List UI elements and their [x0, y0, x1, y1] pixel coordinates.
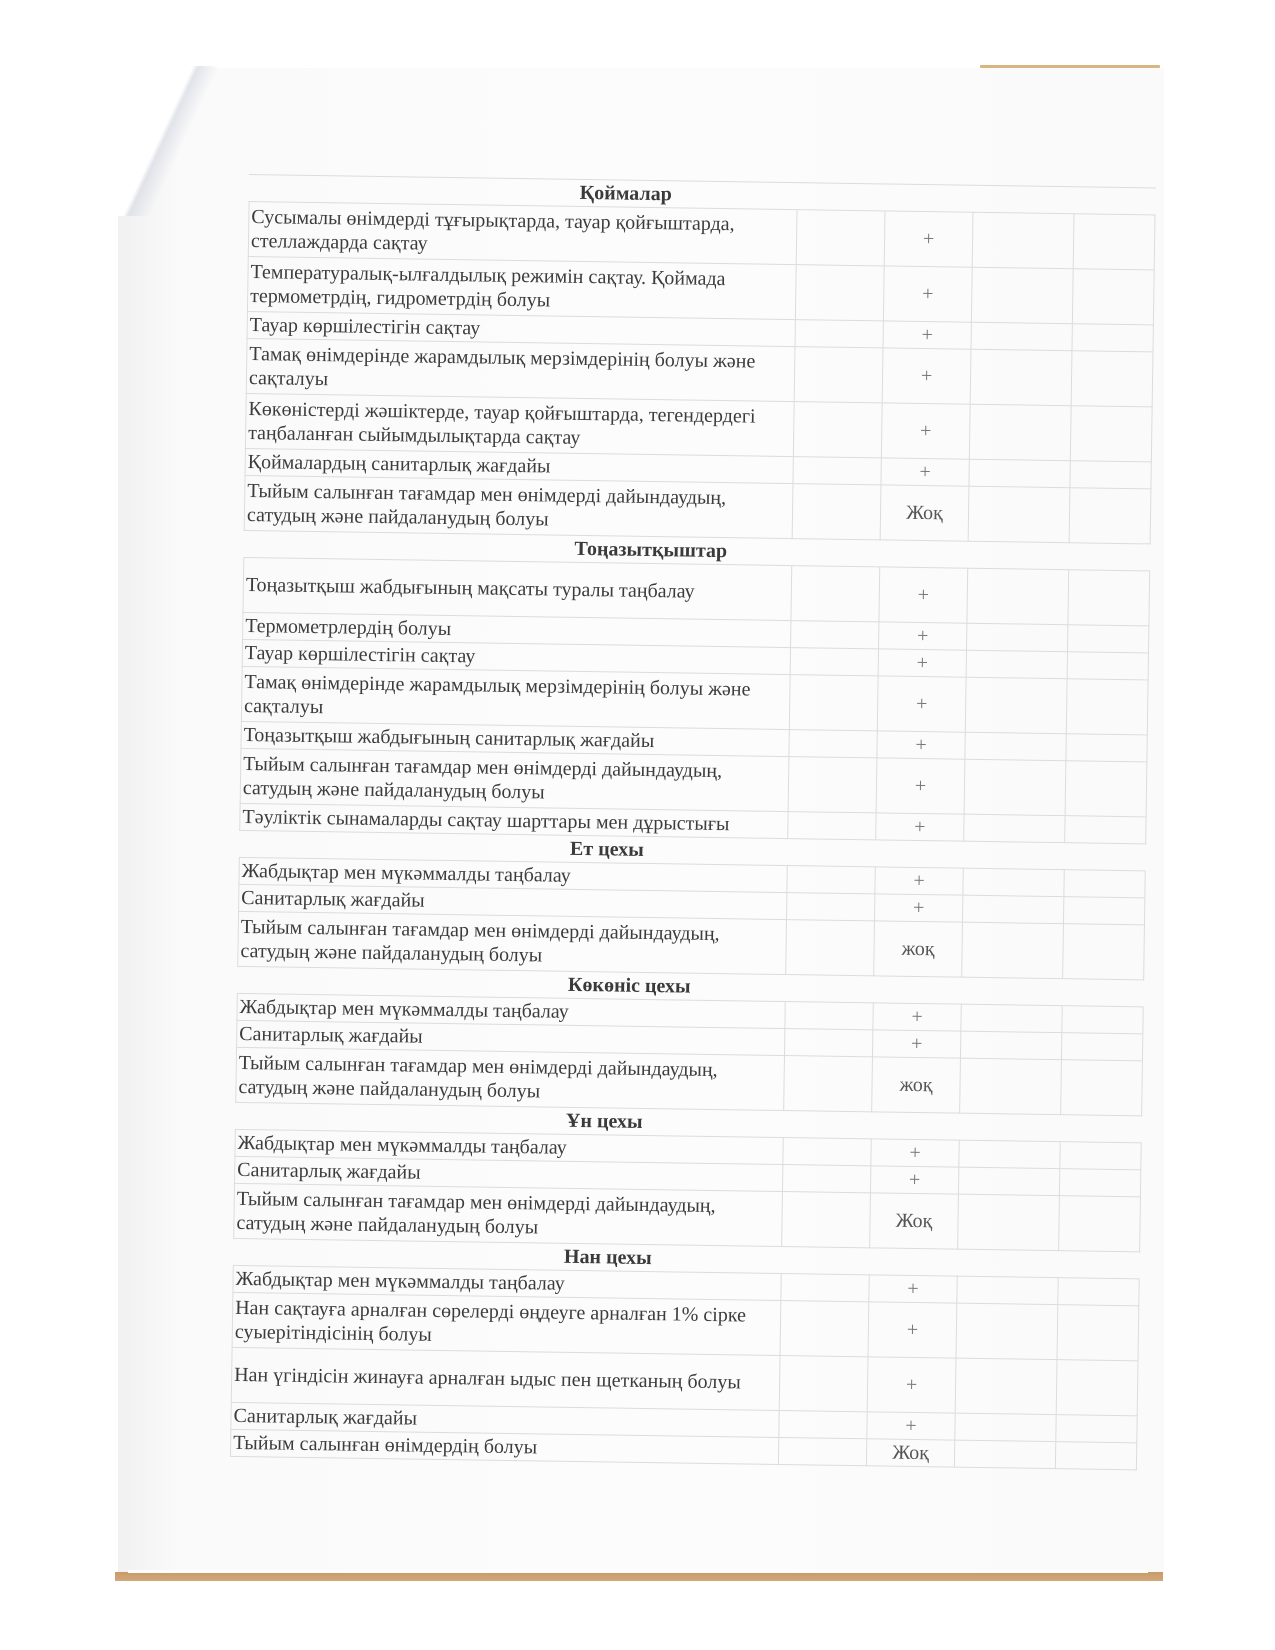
empty-cell — [971, 267, 1073, 323]
empty-cell — [786, 920, 875, 976]
empty-cell — [1056, 1360, 1138, 1416]
empty-cell — [967, 623, 1068, 651]
empty-cell — [787, 866, 875, 894]
empty-cell — [1069, 488, 1151, 544]
requirement-text: Тауар көршілестігін сақтау — [242, 639, 790, 674]
requirement-text: Көкөністерді жәшіктерде, тауар қойғыштарда, тегендердегі таңбаланған сыйымдылықтарда сақтау — [245, 393, 794, 456]
compliance-mark: + — [876, 813, 964, 841]
compliance-mark: + — [883, 321, 971, 349]
empty-cell — [1072, 324, 1153, 352]
requirement-text: Қоймалардың санитарлық жағдайы — [245, 448, 793, 483]
requirement-text: Сусымалы өнімдерді тұғырықтарда, тауар қойғыштарда, стеллаждарда сақтау — [248, 202, 797, 265]
empty-cell — [1062, 1006, 1143, 1034]
compliance-mark: + — [881, 403, 970, 459]
empty-cell — [791, 566, 880, 622]
compliance-mark: Жоқ — [870, 1193, 959, 1249]
empty-cell — [1064, 870, 1145, 898]
empty-cell — [969, 404, 1071, 460]
empty-cell — [1070, 461, 1151, 489]
compliance-mark: Жоқ — [880, 485, 969, 541]
compliance-mark: + — [875, 867, 963, 895]
empty-cell — [1067, 652, 1148, 680]
empty-cell — [782, 1192, 871, 1248]
empty-cell — [1056, 1415, 1137, 1443]
empty-cell — [790, 648, 878, 676]
empty-cell — [795, 320, 883, 348]
requirement-text: Жабдықтар мен мүкәммалды таңбалау — [237, 993, 785, 1028]
compliance-mark: + — [868, 1302, 957, 1358]
compliance-mark: + — [878, 649, 966, 677]
empty-cell — [793, 402, 882, 458]
empty-cell — [960, 1031, 1061, 1059]
requirement-text: Тыйым салынған тағамдар мен өнімдерді дайындаудың, сатудың және пайдаланудың болуы — [244, 475, 793, 538]
section-title: Көкөніс цехы — [567, 973, 691, 998]
empty-cell — [795, 265, 884, 321]
empty-cell — [959, 1140, 1060, 1168]
empty-cell — [792, 484, 881, 540]
compliance-mark: + — [882, 348, 971, 404]
empty-cell — [1071, 351, 1153, 407]
section-title: Қоймалар — [579, 181, 672, 206]
empty-cell — [782, 1165, 870, 1193]
requirement-text: Нан сақтауға арналған сөрелерді өңдеуге арналған 1% сірке суыерітіндісінің болуы — [232, 1292, 781, 1355]
folder-edge-top — [980, 65, 1160, 68]
compliance-mark: + — [879, 567, 968, 623]
requirement-text: Тыйым салынған тағамдар мен өнімдерді дайындаудың, сатудың және пайдаланудың болуы — [236, 1047, 785, 1110]
empty-cell — [788, 757, 877, 813]
empty-cell — [965, 732, 1066, 760]
empty-cell — [1060, 1142, 1141, 1170]
empty-cell — [957, 1276, 1058, 1304]
compliance-mark: + — [877, 731, 965, 759]
empty-cell — [969, 459, 1070, 487]
compliance-mark: + — [870, 1166, 958, 1194]
empty-cell — [967, 568, 1069, 624]
empty-cell — [783, 1138, 871, 1166]
empty-cell — [958, 1167, 1059, 1195]
empty-cell — [1061, 1033, 1142, 1061]
empty-cell — [963, 868, 1064, 896]
empty-cell — [971, 322, 1072, 350]
requirement-text: Нан үгіндісін жинауға арналған ыдыс пен щетканың болуы — [231, 1347, 780, 1410]
empty-cell — [1061, 1060, 1143, 1116]
compliance-mark: + — [867, 1412, 955, 1440]
empty-cell — [960, 1058, 1062, 1114]
requirement-text: Жабдықтар мен мүкәммалды таңбалау — [233, 1265, 781, 1300]
empty-cell — [972, 212, 1074, 268]
requirement-text: Тоңазытқыш жабдығының мақсаты туралы таңбалау — [243, 557, 792, 620]
requirement-text: Санитарлық жағдайы — [239, 884, 787, 919]
empty-cell — [964, 759, 1066, 815]
requirement-text: Тыйым салынған өнімдердің болуы — [230, 1429, 778, 1464]
requirement-text: Тамақ өнімдерінде жарамдылық мерзімдерінің болуы және сақталуы — [241, 666, 790, 729]
empty-cell — [961, 1004, 1062, 1032]
empty-cell — [793, 457, 881, 485]
compliance-mark: + — [871, 1139, 959, 1167]
empty-cell — [1065, 761, 1147, 817]
section-title: Ет цехы — [569, 837, 644, 861]
empty-cell — [1058, 1278, 1139, 1306]
requirement-text: Тәуліктік сынамаларды сақтау шарттары мен дұрыстығы — [240, 803, 788, 838]
compliance-mark: жоқ — [874, 921, 963, 977]
compliance-mark: + — [881, 458, 969, 486]
empty-cell — [1065, 816, 1146, 844]
empty-cell — [784, 1056, 873, 1112]
requirement-text: Температуралық-ылғалдылық режимін сақтау. Қоймада термометрдің, гидрометрдің болуы — [247, 256, 796, 319]
empty-cell — [784, 1029, 872, 1057]
empty-cell — [1063, 924, 1145, 980]
requirement-text: Тамақ өнімдерінде жарамдылық мерзімдерінің болуы және сақталуы — [246, 338, 795, 401]
requirement-text: Санитарлық жағдайы — [231, 1402, 779, 1437]
empty-cell — [788, 812, 876, 840]
section-title: Нан цехы — [563, 1245, 652, 1270]
compliance-mark: + — [874, 894, 962, 922]
empty-cell — [789, 730, 877, 758]
folder-edge-bottom — [115, 1572, 1163, 1581]
requirement-text: Тоңазытқыш жабдығының санитарлық жағдайы — [241, 721, 789, 756]
compliance-mark: + — [869, 1275, 957, 1303]
requirement-text: Тауар көршілестігін сақтау — [247, 311, 795, 346]
empty-cell — [962, 922, 1064, 978]
requirement-text: Жабдықтар мен мүкәммалды таңбалау — [239, 857, 787, 892]
empty-cell — [962, 895, 1063, 923]
empty-cell — [779, 1411, 867, 1439]
requirement-text: Санитарлық жағдайы — [235, 1156, 783, 1191]
empty-cell — [954, 1440, 1055, 1468]
empty-cell — [794, 347, 883, 403]
empty-cell — [1070, 406, 1152, 462]
empty-cell — [1059, 1169, 1140, 1197]
empty-cell — [966, 650, 1067, 678]
inspection-checklist — [230, 174, 1155, 1470]
section-title: Ұн цехы — [565, 1109, 643, 1133]
empty-cell — [791, 621, 879, 649]
empty-cell — [1063, 897, 1144, 925]
empty-cell — [786, 893, 874, 921]
empty-cell — [1073, 214, 1155, 270]
empty-cell — [964, 814, 1065, 842]
section-title: Тоңазытқыштар — [574, 537, 728, 563]
requirement-text: Тыйым салынған тағамдар мен өнімдерді дайындаудың, сатудың және пайдаланудың болуы — [238, 911, 787, 974]
empty-cell — [1066, 679, 1148, 735]
empty-cell — [785, 1002, 873, 1030]
compliance-mark: + — [872, 1030, 960, 1058]
requirement-text: Санитарлық жағдайы — [237, 1020, 785, 1055]
empty-cell — [955, 1413, 1056, 1441]
compliance-mark: + — [873, 1003, 961, 1031]
compliance-mark: + — [877, 676, 966, 732]
compliance-mark: Жоқ — [866, 1439, 954, 1467]
compliance-mark: + — [883, 266, 972, 322]
empty-cell — [780, 1301, 869, 1357]
empty-cell — [1066, 734, 1147, 762]
empty-cell — [1059, 1196, 1141, 1252]
page-corner-fold — [112, 66, 222, 216]
empty-cell — [968, 486, 1070, 542]
requirement-text: Тыйым салынған тағамдар мен өнімдерді дайындаудың, сатудың және пайдаланудың болуы — [240, 748, 789, 811]
paper-bottom-edge — [128, 1570, 1148, 1573]
compliance-mark: + — [867, 1357, 956, 1413]
empty-cell — [955, 1358, 1057, 1414]
compliance-mark: жоқ — [872, 1057, 961, 1113]
compliance-mark: + — [879, 622, 967, 650]
compliance-mark: + — [884, 211, 973, 267]
empty-cell — [970, 349, 1072, 405]
empty-cell — [778, 1437, 866, 1465]
empty-cell — [956, 1303, 1058, 1359]
empty-cell — [1068, 570, 1150, 626]
requirement-text: Термометрлердің болуы — [243, 612, 791, 647]
empty-cell — [965, 677, 1067, 733]
empty-cell — [1055, 1442, 1136, 1470]
empty-cell — [958, 1194, 1060, 1250]
empty-cell — [1068, 625, 1149, 653]
empty-cell — [1072, 269, 1154, 325]
empty-cell — [1057, 1305, 1139, 1361]
empty-cell — [789, 675, 878, 731]
requirement-text: Жабдықтар мен мүкәммалды таңбалау — [235, 1129, 783, 1164]
empty-cell — [781, 1274, 869, 1302]
requirement-text: Тыйым салынған тағамдар мен өнімдерді дайындаудың, сатудың және пайдаланудың болуы — [234, 1183, 783, 1246]
checklist-table — [230, 174, 1156, 1470]
empty-cell — [796, 210, 885, 266]
compliance-mark: + — [876, 758, 965, 814]
empty-cell — [779, 1356, 868, 1412]
